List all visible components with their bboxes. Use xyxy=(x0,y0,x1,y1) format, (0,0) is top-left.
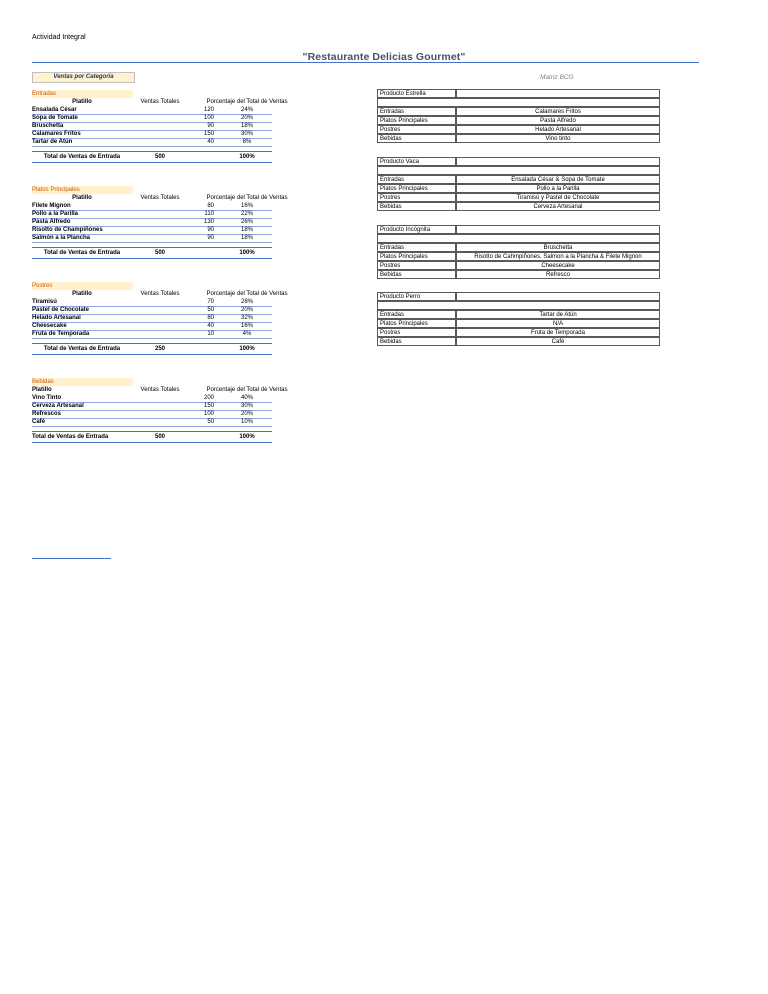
matrix-category: Platos Principales xyxy=(377,116,456,125)
total-divider-top xyxy=(32,151,272,152)
column-header-pct: Porcentaje del Total de Ventas xyxy=(206,99,288,105)
dish-name: Pasta Alfredo xyxy=(32,219,71,225)
matrix-value: Tiramisú y Pastel de Chocolate xyxy=(456,193,660,202)
matrix-value: Tartar de Atún xyxy=(456,310,660,319)
dish-pct: 20% xyxy=(240,307,253,313)
total-pct: 100% xyxy=(239,346,255,352)
row-divider xyxy=(32,146,272,147)
dish-sales: 10 xyxy=(207,331,214,337)
dish-name: Helado Artesanal xyxy=(32,315,81,321)
total-pct: 100% xyxy=(239,154,255,160)
dish-pct: 30% xyxy=(240,131,253,137)
total-divider-bottom xyxy=(32,258,272,259)
dish-name: Cerveza Artesanal xyxy=(32,403,84,409)
total-label: Total de Ventas de Entrada xyxy=(43,346,121,352)
category-heading: Ventas por Categoría xyxy=(32,72,135,83)
dish-pct: 8% xyxy=(242,139,252,145)
sales-section-0 xyxy=(32,90,288,180)
column-header-dish: Platillo xyxy=(72,291,92,297)
dish-pct: 32% xyxy=(240,315,253,321)
table-row xyxy=(32,106,272,114)
matrix-category: Bebidas xyxy=(377,270,456,279)
dish-pct: 10% xyxy=(240,419,253,425)
matrix-title: Producto Incógnita xyxy=(377,225,456,234)
dish-name: Pollo a la Parilla xyxy=(32,211,79,217)
total-row xyxy=(32,153,272,161)
total-divider-bottom xyxy=(32,162,272,163)
total-row xyxy=(32,345,272,353)
matrix-category: Postres xyxy=(377,193,456,202)
dish-sales: 50 xyxy=(207,419,214,425)
column-header-dish: Platillo xyxy=(72,99,92,105)
matrix-title-value xyxy=(456,292,660,301)
table-row xyxy=(32,234,272,242)
dish-pct: 4% xyxy=(242,331,252,337)
dish-sales: 50 xyxy=(207,307,214,313)
dish-name: Tiramisú xyxy=(32,299,57,305)
matrix-category: Platos Principales xyxy=(377,252,456,261)
column-header-row xyxy=(32,386,288,394)
dish-sales: 110 xyxy=(204,211,214,217)
dish-sales: 90 xyxy=(207,227,214,233)
dish-pct: 26% xyxy=(240,219,253,225)
column-header-row xyxy=(32,290,288,298)
matrix-value: Bruschetta xyxy=(456,243,660,252)
total-divider-top xyxy=(32,343,272,344)
column-header-row xyxy=(32,98,288,106)
table-row xyxy=(32,202,272,210)
matrix-value: Café xyxy=(456,337,660,346)
table-row xyxy=(32,218,272,226)
dish-sales: 150 xyxy=(203,403,214,409)
dish-sales: 70 xyxy=(207,299,214,305)
matrix-category: Postres xyxy=(377,125,456,134)
dish-name: Cheesecake xyxy=(32,323,67,329)
total-pct: 100% xyxy=(239,434,255,440)
total-sales: 500 xyxy=(154,154,165,160)
total-label: Total de Ventas de Entrada xyxy=(43,154,121,160)
matrix-spacer xyxy=(377,98,660,107)
section-title: Postres xyxy=(32,282,133,290)
dish-name: Vino Tinto xyxy=(32,395,62,401)
dish-name: Fruta de Temporada xyxy=(32,331,90,337)
matrix-box-0 xyxy=(377,89,660,149)
dish-pct: 18% xyxy=(240,123,253,129)
dish-name: Refrescos xyxy=(32,411,62,417)
table-row xyxy=(32,314,272,322)
total-row xyxy=(32,249,272,257)
table-row xyxy=(32,394,272,402)
dish-name: Filete Mignon xyxy=(32,203,71,209)
footer-divider xyxy=(32,558,111,559)
column-header-row xyxy=(32,194,288,202)
dish-sales: 80 xyxy=(207,315,214,321)
dish-sales: 100 xyxy=(203,115,214,121)
matrix-value: Cheesecake xyxy=(456,261,660,270)
matrix-value: Calamares Fritos xyxy=(456,107,660,116)
matrix-category: Postres xyxy=(377,261,456,270)
table-row xyxy=(32,410,272,418)
table-row xyxy=(32,130,272,138)
column-header-sales: Ventas Totales xyxy=(140,99,180,105)
matrix-category: Entradas xyxy=(377,310,456,319)
total-divider-bottom xyxy=(32,354,272,355)
total-divider-bottom xyxy=(32,442,272,443)
table-row xyxy=(32,226,272,234)
dish-sales: 90 xyxy=(207,235,214,241)
dish-name: Sopa de Tomate xyxy=(32,115,78,121)
dish-sales: 100 xyxy=(203,411,214,417)
matrix-box-3 xyxy=(377,292,660,352)
column-header-sales: Ventas Totales xyxy=(140,195,180,201)
matrix-category: Entradas xyxy=(377,175,456,184)
dish-name: Calamares Fritos xyxy=(32,131,81,137)
matrix-spacer xyxy=(377,166,660,175)
matrix-spacer xyxy=(377,301,660,310)
matrix-title-value xyxy=(456,89,660,98)
table-row xyxy=(32,210,272,218)
dish-pct: 18% xyxy=(240,235,253,241)
total-label: Total de Ventas de Entrada xyxy=(32,434,109,440)
matrix-category: Platos Principales xyxy=(377,184,456,193)
row-divider xyxy=(32,338,272,339)
dish-sales: 90 xyxy=(207,123,214,129)
dish-pct: 20% xyxy=(240,411,253,417)
column-header-pct: Porcentaje del Total de Ventas xyxy=(206,291,288,297)
dish-pct: 30% xyxy=(240,403,253,409)
total-divider-top xyxy=(32,431,272,432)
dish-name: Tartar de Atún xyxy=(32,139,73,145)
matrix-value: Ensalada César & Sopa de Tomate xyxy=(456,175,660,184)
matrix-category: Bebidas xyxy=(377,337,456,346)
table-row xyxy=(32,402,272,410)
matrix-category: Entradas xyxy=(377,107,456,116)
matrix-box-1 xyxy=(377,157,660,217)
matrix-spacer xyxy=(377,234,660,243)
column-header-sales: Ventas Totales xyxy=(140,387,180,393)
matrix-category: Postres xyxy=(377,328,456,337)
dish-sales: 200 xyxy=(203,395,214,401)
total-sales: 250 xyxy=(154,346,165,352)
total-divider-top xyxy=(32,247,272,248)
dish-pct: 16% xyxy=(240,323,253,329)
matrix-title: Producto Vaca xyxy=(377,157,456,166)
table-row xyxy=(32,122,272,130)
table-row xyxy=(32,322,272,330)
matrix-category: Platos Principales xyxy=(377,319,456,328)
dish-pct: 28% xyxy=(240,299,253,305)
dish-sales: 120 xyxy=(203,107,214,113)
column-header-dish: Platillo xyxy=(72,195,92,201)
dish-sales: 80 xyxy=(207,203,214,209)
table-row xyxy=(32,418,272,426)
section-title: Platos Principales xyxy=(32,186,133,194)
column-header-sales: Ventas Totales xyxy=(140,291,180,297)
matrix-category: Entradas xyxy=(377,243,456,252)
row-divider xyxy=(32,242,272,243)
dish-name: Risotto de Champiñones xyxy=(32,227,103,233)
table-row xyxy=(32,298,272,306)
dish-pct: 24% xyxy=(240,107,253,113)
matrix-box-2 xyxy=(377,225,660,285)
dish-name: Pastel de Chocolate xyxy=(32,307,90,313)
dish-pct: 22% xyxy=(240,211,253,217)
page-title: "Restaurante Delicias Gourmet" xyxy=(302,51,466,63)
section-title: Entradas xyxy=(32,90,133,98)
dish-sales: 40 xyxy=(207,323,214,329)
table-row xyxy=(32,114,272,122)
total-pct: 100% xyxy=(239,250,255,256)
matrix-value: Risotto de Cahmpiñones, Salmon a la Plancha & Filete Mignon xyxy=(456,252,660,261)
row-divider xyxy=(32,426,272,427)
matrix-value: Cerveza Artesanal xyxy=(456,202,660,211)
total-label: Total de Ventas de Entrada xyxy=(43,250,121,256)
dish-pct: 40% xyxy=(240,395,253,401)
matrix-value: Refresco xyxy=(456,270,660,279)
sales-section-1 xyxy=(32,186,288,276)
dish-name: Bruschetta xyxy=(32,123,64,129)
matrix-label: Matriz BCG xyxy=(540,74,574,81)
matrix-category: Bebidas xyxy=(377,202,456,211)
dish-pct: 16% xyxy=(240,203,253,209)
dish-sales: 130 xyxy=(203,219,214,225)
matrix-category: Bebidas xyxy=(377,134,456,143)
dish-name: Salmón a la Plancha xyxy=(32,235,91,241)
table-row xyxy=(32,306,272,314)
sales-section-3 xyxy=(32,378,288,468)
matrix-value: Pasta Alfredo xyxy=(456,116,660,125)
total-sales: 500 xyxy=(154,434,165,440)
column-header-dish: Platillo xyxy=(32,387,52,393)
table-row xyxy=(32,138,272,146)
document-label: Actividad Integral xyxy=(32,34,86,41)
matrix-value: Helado Artesanal xyxy=(456,125,660,134)
matrix-title-value xyxy=(456,225,660,234)
dish-pct: 18% xyxy=(240,227,253,233)
matrix-value: Fruta de Temporada xyxy=(456,328,660,337)
table-row xyxy=(32,330,272,338)
dish-sales: 40 xyxy=(207,139,214,145)
total-sales: 500 xyxy=(154,250,165,256)
matrix-value: N/A xyxy=(456,319,660,328)
matrix-title-value xyxy=(456,157,660,166)
total-row xyxy=(32,433,272,441)
matrix-title: Producto Estrella xyxy=(377,89,456,98)
section-title: Bebidas xyxy=(32,378,133,386)
dish-name: Café xyxy=(32,419,46,425)
title-divider xyxy=(32,62,699,63)
dish-sales: 150 xyxy=(203,131,214,137)
column-header-pct: Porcentaje del Total de Ventas xyxy=(206,195,288,201)
matrix-value: Pollo a la Parilla xyxy=(456,184,660,193)
matrix-title: Producto Perro xyxy=(377,292,456,301)
dish-pct: 20% xyxy=(240,115,253,121)
column-header-pct: Porcentaje del Total de Ventas xyxy=(206,387,288,393)
dish-name: Ensalada César xyxy=(32,107,77,113)
matrix-value: Vino tinto xyxy=(456,134,660,143)
sales-section-2 xyxy=(32,282,288,372)
